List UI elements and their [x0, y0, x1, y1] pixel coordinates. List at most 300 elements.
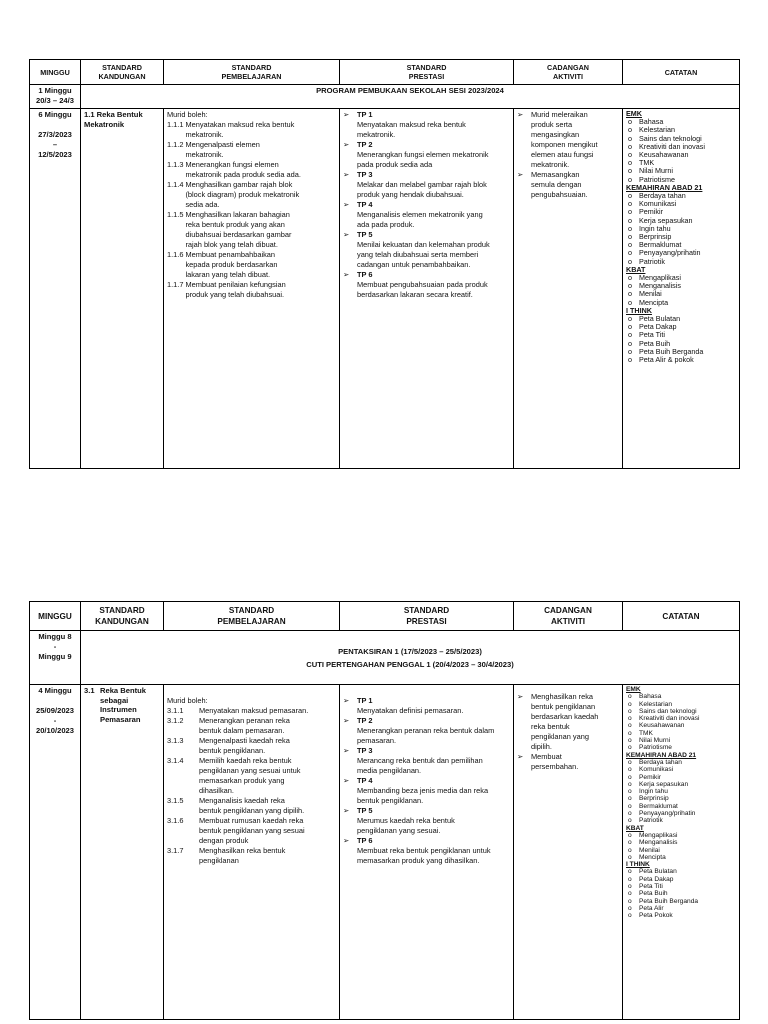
circle-bullet-icon: o: [628, 133, 632, 143]
minggu-cell: Minggu 8 - Minggu 9: [30, 631, 81, 685]
kemahiran-abad-21-label: Bermaklumat: [639, 802, 678, 810]
catatan-list: [626, 110, 736, 364]
sp-number: 1.1.5: [167, 210, 184, 219]
tp-description: [343, 786, 510, 806]
sp-line: memasarkan produk yang: [199, 776, 285, 785]
sp-text: [185, 140, 259, 160]
tp-line: memasarkan produk yang dihasilkan.: [357, 856, 480, 865]
kemahiran-abad-21-heading: KEMAHIRAN ABAD 21: [626, 182, 703, 192]
emk-label: Nilai Murni: [639, 166, 673, 176]
emk-item: [626, 693, 736, 700]
kbat-item: [626, 847, 736, 854]
tp-line: mekatronik.: [357, 130, 396, 139]
emk-label: Kelestarian: [639, 700, 672, 708]
kemahiran-abad-21-label: Pemikir: [639, 773, 661, 781]
arrow-bullet-icon: ➢: [343, 716, 350, 725]
sp-line: pengiklanan yang sesuai untuk: [199, 766, 301, 775]
aktiviti-line: pengiklanan yang: [531, 732, 589, 741]
i-think-label: Peta Buih: [639, 890, 668, 898]
circle-bullet-icon: o: [628, 810, 632, 818]
sp-number: 3.1.7: [167, 846, 184, 855]
kbat-label: Menilai: [639, 289, 662, 299]
arrow-bullet-icon: ➢: [517, 170, 524, 179]
circle-bullet-icon: o: [628, 166, 632, 176]
tp-line: Melakar dan melabel gambar rajah blok: [357, 180, 487, 189]
aktiviti-line: elemen atau fungsi: [531, 150, 594, 159]
circle-bullet-icon: o: [628, 297, 632, 307]
tp-description: [343, 846, 510, 866]
standard-prestasi-cell: [340, 109, 514, 469]
i-think-label: Peta Alir: [639, 904, 664, 912]
circle-bullet-icon: o: [628, 289, 632, 299]
emk-heading: EMK: [626, 686, 641, 693]
circle-bullet-icon: o: [628, 868, 632, 876]
header-catatan: CATATAN: [623, 60, 740, 85]
aktiviti-text: [531, 752, 619, 772]
header-catatan: CATATAN: [623, 602, 740, 631]
tp-line: media pengiklanan.: [357, 766, 422, 775]
sp-line: reka bentuk produk yang akan: [185, 220, 285, 229]
circle-bullet-icon: o: [628, 817, 632, 825]
table-row: [30, 85, 740, 109]
sp-text: [185, 160, 300, 180]
circle-bullet-icon: o: [628, 191, 632, 201]
circle-bullet-icon: o: [628, 117, 632, 127]
aktiviti-item: [517, 692, 619, 752]
sp-number: 3.1.2: [167, 716, 184, 725]
tp-line: Membuat pengubahsuaian pada produk: [357, 280, 488, 289]
tp-description: [343, 180, 510, 200]
circle-bullet-icon: o: [628, 322, 632, 332]
sp-line: Membuat penambahbaikan: [185, 250, 276, 259]
sp-text: [185, 280, 285, 300]
kemahiran-abad-21-label: Ingin tahu: [639, 223, 671, 233]
sp-item: [167, 816, 336, 846]
kemahiran-abad-21-item: [626, 781, 736, 788]
sp-line: produk yang telah diubahsuai.: [185, 290, 285, 299]
sp-line: Membuat rumusan kaedah reka: [199, 816, 304, 825]
arrow-bullet-icon: ➢: [343, 806, 350, 815]
sp-item: [167, 716, 336, 736]
circle-bullet-icon: o: [628, 802, 632, 810]
tp-line: Membuat reka bentuk pengiklanan untuk: [357, 846, 491, 855]
arrow-bullet-icon: ➢: [343, 110, 350, 119]
tp-description: [343, 240, 510, 270]
sp-list: [167, 706, 336, 866]
sp-number: 3.1.1: [167, 706, 184, 715]
tp-line: berdasarkan lakaran secara kreatif.: [357, 290, 473, 299]
circle-bullet-icon: o: [628, 773, 632, 781]
i-think-label: Peta Pokok: [639, 912, 673, 920]
sp-line: Menerangkan peranan reka: [199, 716, 290, 725]
table-row: [30, 631, 740, 685]
emk-item: [626, 708, 736, 715]
kbat-label: Menganalisis: [639, 281, 681, 291]
aktiviti-line: berdasarkan kaedah: [531, 712, 599, 721]
kemahiran-abad-21-item: [626, 795, 736, 802]
header-standard-prestasi: STANDARD PRESTASI: [340, 602, 514, 631]
sp-line: Menganalisis kaedah reka: [199, 796, 285, 805]
sp-item: [167, 706, 336, 716]
kbat-label: Menganalisis: [639, 839, 678, 847]
sp-item: [167, 796, 336, 816]
sp-item: [167, 736, 336, 756]
tp-label: TP 2: [357, 716, 373, 725]
arrow-bullet-icon: ➢: [343, 746, 350, 755]
header-standard-kandungan: STANDARD KANDUNGAN: [81, 60, 164, 85]
rpt-table-1: [29, 59, 740, 469]
tp-label: TP 4: [357, 200, 373, 209]
arrow-bullet-icon: ➢: [343, 140, 350, 149]
tp-label: TP 5: [357, 230, 373, 239]
aktiviti-text: [531, 110, 619, 170]
sp-text: [199, 756, 301, 796]
emk-label: TMK: [639, 729, 653, 737]
arrow-bullet-icon: ➢: [343, 836, 350, 845]
header-standard-pembelajaran: STANDARD PEMBELAJARAN: [164, 60, 340, 85]
sp-number: 1.1.4: [167, 180, 184, 189]
arrow-bullet-icon: ➢: [517, 752, 524, 761]
tp-heading: [343, 140, 510, 150]
sp-item: [167, 180, 336, 210]
tp-heading: [343, 806, 510, 816]
circle-bullet-icon: o: [628, 174, 632, 184]
sp-line: dengan produk: [199, 836, 249, 845]
sp-line: Membuat penilaian kefungsian: [185, 280, 286, 289]
tp-line: Menyatakan maksud reka bentuk: [357, 120, 466, 129]
circle-bullet-icon: o: [628, 223, 632, 233]
sp-line: Mengenalpasti kaedah reka: [199, 736, 290, 745]
circle-bullet-icon: o: [628, 215, 632, 225]
circle-bullet-icon: o: [628, 125, 632, 135]
sp-line: bentuk pengiklanan yang sesuai: [199, 826, 305, 835]
emk-item: [626, 722, 736, 729]
aktiviti-line: persembahan.: [531, 762, 579, 771]
sp-number: 1.1.1: [167, 120, 184, 129]
circle-bullet-icon: o: [628, 256, 632, 266]
program-banner: PROGRAM PEMBUKAAN SEKOLAH SESI 2023/2024: [81, 85, 740, 109]
header-minggu: MINGGU: [30, 60, 81, 85]
tp-line: Menerangkan fungsi elemen mekatronik: [357, 150, 489, 159]
tp-description: [343, 756, 510, 776]
circle-bullet-icon: o: [628, 890, 632, 898]
tp-description: [343, 706, 510, 716]
i-think-label: Peta Titi: [639, 330, 665, 340]
tp-label: TP 5: [357, 806, 373, 815]
sp-line: bentuk pengiklanan yang dipilih.: [199, 806, 305, 815]
i-think-label: Peta Dakap: [639, 875, 674, 883]
sp-line: Memilih kaedah reka bentuk: [199, 756, 292, 765]
arrow-bullet-icon: ➢: [343, 170, 350, 179]
tp-label: TP 2: [357, 140, 373, 149]
tp-list: [343, 110, 510, 300]
emk-label: Patriotisme: [639, 174, 675, 184]
sp-intro: Murid boleh:: [167, 110, 208, 119]
i-think-label: Peta Bulatan: [639, 868, 677, 876]
emk-item: [626, 701, 736, 708]
aktiviti-line: Membuat: [531, 752, 562, 761]
circle-bullet-icon: o: [628, 150, 632, 160]
circle-bullet-icon: o: [628, 831, 632, 839]
i-think-label: Peta Buih: [639, 338, 671, 348]
i-think-heading: I THINK: [626, 305, 652, 315]
aktiviti-line: produk serta: [531, 120, 573, 129]
tp-label: TP 3: [357, 170, 373, 179]
sp-line: Menghasilkan reka bentuk: [199, 846, 286, 855]
emk-item: [626, 730, 736, 737]
kemahiran-abad-21-item: [626, 759, 736, 766]
kemahiran-abad-21-label: Berprinsip: [639, 795, 669, 803]
circle-bullet-icon: o: [628, 158, 632, 168]
tp-label: TP 6: [357, 270, 373, 279]
aktiviti-text: [531, 692, 619, 752]
header-standard-prestasi: STANDARD PRESTASI: [340, 60, 514, 85]
arrow-bullet-icon: ➢: [343, 200, 350, 209]
standard-kandungan-cell: 3.1 Reka Bentuk sebagai Instrumen Pemasaran: [81, 685, 164, 1020]
sp-line: diubahsuai berdasarkan gambar: [185, 230, 292, 239]
assessment-banner: [81, 631, 740, 685]
aktiviti-line: bentuk pengiklanan: [531, 702, 596, 711]
sp-text: [185, 210, 291, 250]
tp-heading: [343, 776, 510, 786]
tp-line: Membanding beza jenis media dan reka: [357, 786, 489, 795]
standard-pembelajaran-cell: [164, 685, 340, 1020]
tp-heading: [343, 270, 510, 280]
kbat-heading: KBAT: [626, 264, 646, 274]
standard-prestasi-cell: [340, 685, 514, 1020]
circle-bullet-icon: o: [628, 248, 632, 258]
sp-line: mekatronik.: [185, 130, 224, 139]
kbat-label: Mencipta: [639, 853, 666, 861]
i-think-item: [626, 356, 736, 364]
circle-bullet-icon: o: [628, 766, 632, 774]
sp-number: 1.1.6: [167, 250, 184, 259]
aktiviti-line: Memasangkan: [531, 170, 580, 179]
circle-bullet-icon: o: [628, 232, 632, 242]
tp-line: produk yang hendak diubahsuai.: [357, 190, 464, 199]
aktiviti-item: [517, 110, 619, 170]
sp-number: 1.1.2: [167, 140, 184, 149]
emk-label: Kreativiti dan inovasi: [639, 715, 700, 723]
circle-bullet-icon: o: [628, 207, 632, 217]
i-think-item: [626, 876, 736, 883]
header-row: [30, 602, 740, 631]
tp-heading: [343, 170, 510, 180]
aktiviti-line: semula dengan: [531, 180, 582, 189]
sp-text: [185, 180, 299, 210]
tp-heading: [343, 200, 510, 210]
sp-item: [167, 250, 336, 280]
sp-text: [185, 250, 277, 280]
circle-bullet-icon: o: [628, 240, 632, 250]
kbat-label: Mengaplikasi: [639, 831, 678, 839]
emk-item: [626, 715, 736, 722]
circle-bullet-icon: o: [628, 700, 632, 708]
kemahiran-abad-21-label: Berprinsip: [639, 232, 672, 242]
kbat-item: [626, 839, 736, 846]
sp-list: [167, 120, 336, 300]
sp-text: [199, 706, 308, 716]
aktiviti-list: [517, 110, 619, 200]
sp-item: [167, 846, 336, 866]
sp-line: Menerangkan fungsi elemen: [185, 160, 279, 169]
sp-number: 3.1.3: [167, 736, 184, 745]
minggu-cell: 4 Minggu 25/09/2023 - 20/10/2023: [30, 685, 81, 1020]
arrow-bullet-icon: ➢: [343, 776, 350, 785]
aktiviti-text: [531, 170, 619, 200]
sp-line: Mengenalpasti elemen: [185, 140, 260, 149]
kbat-item: [626, 854, 736, 861]
emk-label: Keusahawanan: [639, 150, 689, 160]
circle-bullet-icon: o: [628, 744, 632, 752]
aktiviti-line: komponen mengikut: [531, 140, 598, 149]
i-think-item: [626, 898, 736, 905]
circle-bullet-icon: o: [628, 281, 632, 291]
circle-bullet-icon: o: [628, 338, 632, 348]
circle-bullet-icon: o: [628, 904, 632, 912]
kemahiran-abad-21-label: Pemikir: [639, 207, 663, 217]
i-think-item: [626, 890, 736, 897]
cadangan-aktiviti-cell: [514, 685, 623, 1020]
tp-label: TP 1: [357, 110, 373, 119]
emk-heading: EMK: [626, 109, 642, 118]
tp-line: yang telah diubahsuai serta memberi: [357, 250, 479, 259]
tp-line: Menganalisis elemen mekatronik yang: [357, 210, 483, 219]
tp-label: TP 6: [357, 836, 373, 845]
emk-label: Kreativiti dan inovasi: [639, 141, 705, 151]
tp-heading: [343, 110, 510, 120]
emk-label: TMK: [639, 158, 655, 168]
tp-label: TP 3: [357, 746, 373, 755]
sp-line: kepada produk berdasarkan: [185, 260, 278, 269]
standard-kandungan-cell: 1.1 Reka Bentuk Mekatronik: [81, 109, 164, 469]
kemahiran-abad-21-item: [626, 788, 736, 795]
aktiviti-line: mengasingkan: [531, 130, 580, 139]
sp-text: [199, 816, 305, 846]
minggu-cell: 6 Minggu 27/3/2023 – 12/5/2023: [30, 109, 81, 469]
table-row: [30, 109, 740, 469]
arrow-bullet-icon: ➢: [343, 270, 350, 279]
circle-bullet-icon: o: [628, 355, 632, 365]
minggu-cell: 1 Minggu 20/3 – 24/3: [30, 85, 81, 109]
emk-item: [626, 744, 736, 751]
circle-bullet-icon: o: [628, 141, 632, 151]
aktiviti-item: [517, 170, 619, 200]
kbat-label: Menilai: [639, 846, 660, 854]
kemahiran-abad-21-heading: KEMAHIRAN ABAD 21: [626, 751, 697, 759]
sp-text: [199, 716, 290, 736]
kemahiran-abad-21-item: [626, 810, 736, 817]
aktiviti-line: Murid meleraikan: [531, 110, 588, 119]
circle-bullet-icon: o: [628, 314, 632, 324]
tp-description: [343, 816, 510, 836]
circle-bullet-icon: o: [628, 846, 632, 854]
circle-bullet-icon: o: [628, 853, 632, 861]
sp-line: (block diagram) produk mekatronik: [185, 190, 300, 199]
tp-line: cadangan untuk penambahbaikan.: [357, 260, 471, 269]
sp-line: bentuk pengiklanan.: [199, 746, 266, 755]
kemahiran-abad-21-label: Kerja sepasukan: [639, 780, 689, 788]
sp-text: [199, 736, 290, 756]
kemahiran-abad-21-label: Kerja sepasukan: [639, 215, 693, 225]
sp-text: [185, 120, 294, 140]
arrow-bullet-icon: ➢: [343, 696, 350, 705]
header-cadangan-aktiviti: CADANGAN AKTIVITI: [514, 60, 623, 85]
sp-number: 3.1.4: [167, 756, 184, 765]
sp-item: [167, 756, 336, 796]
tp-heading: [343, 746, 510, 756]
header-standard-pembelajaran: STANDARD PEMBELAJARAN: [164, 602, 340, 631]
circle-bullet-icon: o: [628, 273, 632, 283]
emk-label: Bahasa: [639, 693, 662, 701]
tp-line: Menilai kekuatan dan kelemahan produk: [357, 240, 490, 249]
circle-bullet-icon: o: [628, 330, 632, 340]
catatan-cell: [623, 685, 740, 1020]
kbat-item: [626, 832, 736, 839]
aktiviti-line: reka bentuk: [531, 722, 570, 731]
sp-number: 3.1.6: [167, 816, 184, 825]
i-think-label: Peta Alir & pokok: [639, 355, 694, 365]
i-think-label: Peta Buih Berganda: [639, 897, 699, 905]
sp-line: bentuk dalam pemasaran.: [199, 726, 285, 735]
header-cadangan-aktiviti: CADANGAN AKTIVITI: [514, 602, 623, 631]
i-think-heading: I THINK: [626, 861, 650, 869]
tp-list: [343, 696, 510, 866]
sp-line: sedia ada.: [185, 200, 220, 209]
aktiviti-line: dipilih.: [531, 742, 552, 751]
kemahiran-abad-21-label: Berdaya tahan: [639, 191, 686, 201]
kemahiran-abad-21-label: Komunikasi: [639, 199, 677, 209]
cuti-text: CUTI PERTENGAHAN PENGGAL 1 (20/4/2023 – 30/4/2023): [306, 659, 514, 669]
tp-label: TP 1: [357, 696, 373, 705]
tp-line: ada pada produk.: [357, 220, 415, 229]
circle-bullet-icon: o: [628, 346, 632, 356]
kemahiran-abad-21-item: [626, 803, 736, 810]
aktiviti-line: Menghasilkan reka: [531, 692, 594, 701]
catatan-list: [626, 686, 736, 920]
i-think-item: [626, 868, 736, 875]
circle-bullet-icon: o: [628, 715, 632, 723]
tp-line: pengiklanan yang sesuai.: [357, 826, 441, 835]
kbat-heading: KBAT: [626, 824, 644, 832]
kemahiran-abad-21-item: [626, 766, 736, 773]
circle-bullet-icon: o: [628, 199, 632, 209]
aktiviti-line: mekatronik.: [531, 160, 570, 169]
kbat-label: Mengaplikasi: [639, 273, 681, 283]
emk-label: Sains dan teknologi: [639, 707, 697, 715]
kemahiran-abad-21-label: Patriotik: [639, 256, 665, 266]
tp-description: [343, 726, 510, 746]
circle-bullet-icon: o: [628, 758, 632, 766]
i-think-item: [626, 883, 736, 890]
pentaksiran-text: PENTAKSIRAN 1 (17/5/2023 – 25/5/2023): [338, 646, 482, 656]
tp-label: TP 4: [357, 776, 373, 785]
arrow-bullet-icon: ➢: [343, 230, 350, 239]
circle-bullet-icon: o: [628, 780, 632, 788]
tp-line: Merancang reka bentuk dan pemilihan: [357, 756, 483, 765]
sp-number: 3.1.5: [167, 796, 184, 805]
tp-description: [343, 280, 510, 300]
table-row: [30, 685, 740, 1020]
circle-bullet-icon: o: [628, 897, 632, 905]
tp-heading: [343, 696, 510, 706]
sp-line: mekatronik pada produk sedia ada.: [185, 170, 301, 179]
circle-bullet-icon: o: [628, 912, 632, 920]
tp-description: [343, 120, 510, 140]
sp-item: [167, 210, 336, 250]
sp-text: [199, 846, 285, 866]
circle-bullet-icon: o: [628, 788, 632, 796]
